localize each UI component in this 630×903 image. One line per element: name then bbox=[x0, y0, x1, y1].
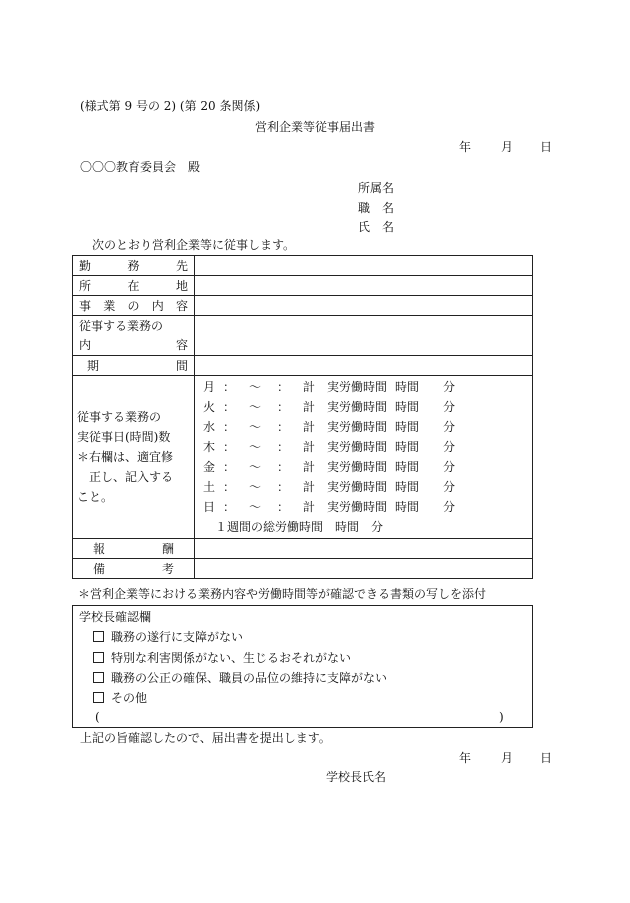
schedule-colon: ： bbox=[277, 380, 290, 394]
schedule-minutes: 分 bbox=[443, 400, 456, 414]
schedule-colon: ： bbox=[277, 460, 290, 474]
schedule-minutes: 分 bbox=[443, 440, 456, 454]
business-label: 事 業 の 内 容 bbox=[79, 298, 188, 313]
location-label: 所 在 地 bbox=[79, 278, 188, 293]
confirmation-box bbox=[72, 605, 533, 728]
schedule-row bbox=[203, 417, 532, 437]
confirm-item-4[interactable] bbox=[93, 691, 147, 705]
other-paren-close: ) bbox=[499, 710, 504, 724]
schedule-colon: ： bbox=[223, 500, 236, 514]
schedule-tilde: ～ bbox=[249, 380, 262, 394]
pay-label-cell bbox=[73, 539, 195, 559]
schedule-hours: 時間 bbox=[395, 380, 420, 394]
schedule-colon: ： bbox=[277, 420, 290, 434]
other-paren-open: ( bbox=[95, 710, 100, 724]
schedule-tilde: ～ bbox=[249, 500, 262, 514]
addressee: 〇〇〇教育委員会 殿 bbox=[80, 160, 201, 174]
form-title: 営利企業等従事届出書 bbox=[254, 120, 375, 134]
schedule-row bbox=[203, 397, 532, 417]
closing-year-label: 年 bbox=[459, 751, 472, 765]
schedule-row bbox=[203, 457, 532, 477]
duties-label-line1: 従事する業務の bbox=[79, 318, 164, 333]
schedule-colon: ： bbox=[277, 400, 290, 414]
schedule-colon: ： bbox=[223, 460, 236, 474]
schedule-colon: ： bbox=[223, 420, 236, 434]
schedule-actual: 実労働時間 bbox=[327, 380, 388, 394]
period-value[interactable] bbox=[195, 356, 533, 376]
schedule-colon: ： bbox=[223, 380, 236, 394]
schedule-row bbox=[203, 377, 532, 397]
schedule-row bbox=[203, 497, 532, 517]
principal-name-label: 学校長氏名 bbox=[326, 770, 387, 784]
schedule-day: 月 bbox=[203, 380, 216, 394]
confirm-item-1-label: 職務の遂行に支障がない bbox=[111, 630, 244, 644]
closing-statement: 上記の旨確認したので、届出書を提出します。 bbox=[80, 731, 331, 745]
schedule-actual: 実労働時間 bbox=[327, 440, 388, 454]
schedule-total: 計 bbox=[303, 380, 316, 394]
schedule-actual: 実労働時間 bbox=[327, 420, 388, 434]
schedule-colon: ： bbox=[277, 500, 290, 514]
checkbox-icon[interactable] bbox=[93, 631, 104, 642]
checkbox-icon[interactable] bbox=[93, 652, 104, 663]
schedule-total: 計 bbox=[303, 440, 316, 454]
schedule-tilde: ～ bbox=[249, 460, 262, 474]
confirm-item-2-label: 特別な利害関係がない、生じるおそれがない bbox=[111, 651, 352, 665]
schedule-row bbox=[203, 477, 532, 497]
schedule-day: 水 bbox=[203, 420, 216, 434]
workplace-value[interactable] bbox=[195, 256, 533, 276]
checkbox-icon[interactable] bbox=[93, 672, 104, 683]
schedule-day: 金 bbox=[203, 460, 216, 474]
confirm-item-1[interactable] bbox=[93, 630, 243, 644]
pay-value[interactable] bbox=[195, 539, 533, 559]
closing-month-label: 月 bbox=[501, 751, 514, 765]
schedule-hours: 時間 bbox=[395, 460, 420, 474]
checkbox-icon[interactable] bbox=[93, 692, 104, 703]
remarks-label: 備 考 bbox=[93, 561, 174, 576]
schedule-hours: 時間 bbox=[395, 500, 420, 514]
schedule-colon: ： bbox=[277, 440, 290, 454]
remarks-label-cell bbox=[73, 559, 195, 579]
duties-label-char1: 内 bbox=[79, 337, 92, 352]
schedule-label-line5: こと。 bbox=[77, 490, 114, 504]
schedule-label-line1: 従事する業務の bbox=[77, 410, 162, 424]
schedule-hours: 時間 bbox=[395, 400, 420, 414]
schedule-cell bbox=[195, 376, 533, 539]
schedule-rows bbox=[203, 377, 532, 517]
duties-label-line2 bbox=[79, 336, 188, 355]
workplace-label: 勤 務 先 bbox=[79, 258, 188, 273]
business-value[interactable] bbox=[195, 296, 533, 316]
schedule-total: 計 bbox=[303, 480, 316, 494]
position-label: 職 名 bbox=[358, 201, 395, 215]
schedule-total: 計 bbox=[303, 400, 316, 414]
schedule-total: 計 bbox=[303, 420, 316, 434]
schedule-label-line4: 正し、記入する bbox=[77, 470, 174, 484]
intro-text: 次のとおり営利企業等に従事します。 bbox=[92, 238, 296, 252]
duties-value[interactable] bbox=[195, 316, 533, 356]
period-label-cell bbox=[73, 356, 195, 376]
name-label: 氏 名 bbox=[358, 220, 395, 234]
confirm-item-2[interactable] bbox=[93, 651, 351, 665]
schedule-colon: ： bbox=[277, 480, 290, 494]
form-number: (様式第 9 号の 2) (第 20 条関係) bbox=[80, 99, 261, 113]
schedule-label-cell bbox=[73, 376, 195, 539]
schedule-colon: ： bbox=[223, 400, 236, 414]
period-label: 期 間 bbox=[87, 358, 188, 373]
duties-label-cell bbox=[73, 316, 195, 356]
schedule-actual: 実労働時間 bbox=[327, 400, 388, 414]
schedule-hours: 時間 bbox=[395, 420, 420, 434]
schedule-actual: 実労働時間 bbox=[327, 480, 388, 494]
schedule-tilde: ～ bbox=[249, 480, 262, 494]
schedule-day: 火 bbox=[203, 400, 216, 414]
date-month-label: 月 bbox=[501, 140, 514, 154]
schedule-day: 土 bbox=[203, 480, 216, 494]
schedule-colon: ： bbox=[223, 440, 236, 454]
pay-label: 報 酬 bbox=[93, 541, 174, 556]
schedule-hours: 時間 bbox=[395, 480, 420, 494]
schedule-row bbox=[203, 437, 532, 457]
schedule-day: 日 bbox=[203, 500, 216, 514]
schedule-actual: 実労働時間 bbox=[327, 460, 388, 474]
workplace-label-cell bbox=[73, 256, 195, 276]
notification-table bbox=[72, 255, 533, 579]
schedule-minutes: 分 bbox=[443, 460, 456, 474]
schedule-day: 木 bbox=[203, 440, 216, 454]
schedule-minutes: 分 bbox=[443, 420, 456, 434]
schedule-minutes: 分 bbox=[443, 500, 456, 514]
schedule-tilde: ～ bbox=[249, 400, 262, 414]
schedule-minutes: 分 bbox=[443, 380, 456, 394]
closing-day-label: 日 bbox=[540, 751, 553, 765]
schedule-hours: 時間 bbox=[395, 440, 420, 454]
schedule-minutes: 分 bbox=[443, 480, 456, 494]
duties-label-char2: 容 bbox=[175, 337, 188, 352]
schedule-label-line3: ＊右欄は、適宜修 bbox=[77, 450, 174, 464]
confirm-item-3[interactable] bbox=[93, 671, 387, 685]
schedule-tilde: ～ bbox=[249, 440, 262, 454]
date-year-label: 年 bbox=[459, 140, 472, 154]
affiliation-label: 所属名 bbox=[358, 181, 395, 195]
schedule-total: 計 bbox=[303, 500, 316, 514]
date-day-label: 日 bbox=[540, 140, 553, 154]
schedule-colon: ： bbox=[223, 480, 236, 494]
schedule-label-line2: 実従事日(時間)数 bbox=[77, 430, 171, 444]
remarks-value[interactable] bbox=[195, 559, 533, 579]
weekly-total: １週間の総労働時間 時間 分 bbox=[215, 520, 384, 534]
confirm-item-3-label: 職務の公正の確保、職員の品位の維持に支障がない bbox=[111, 671, 388, 685]
schedule-total: 計 bbox=[303, 460, 316, 474]
confirm-item-4-label: その他 bbox=[111, 691, 148, 705]
location-label-cell bbox=[73, 276, 195, 296]
location-value[interactable] bbox=[195, 276, 533, 296]
schedule-tilde: ～ bbox=[249, 420, 262, 434]
business-label-cell bbox=[73, 296, 195, 316]
footnote: ＊営利企業等における業務内容や労働時間等が確認できる書類の写しを添付 bbox=[78, 587, 487, 601]
schedule-actual: 実労働時間 bbox=[327, 500, 388, 514]
confirmation-title: 学校長確認欄 bbox=[79, 610, 152, 624]
